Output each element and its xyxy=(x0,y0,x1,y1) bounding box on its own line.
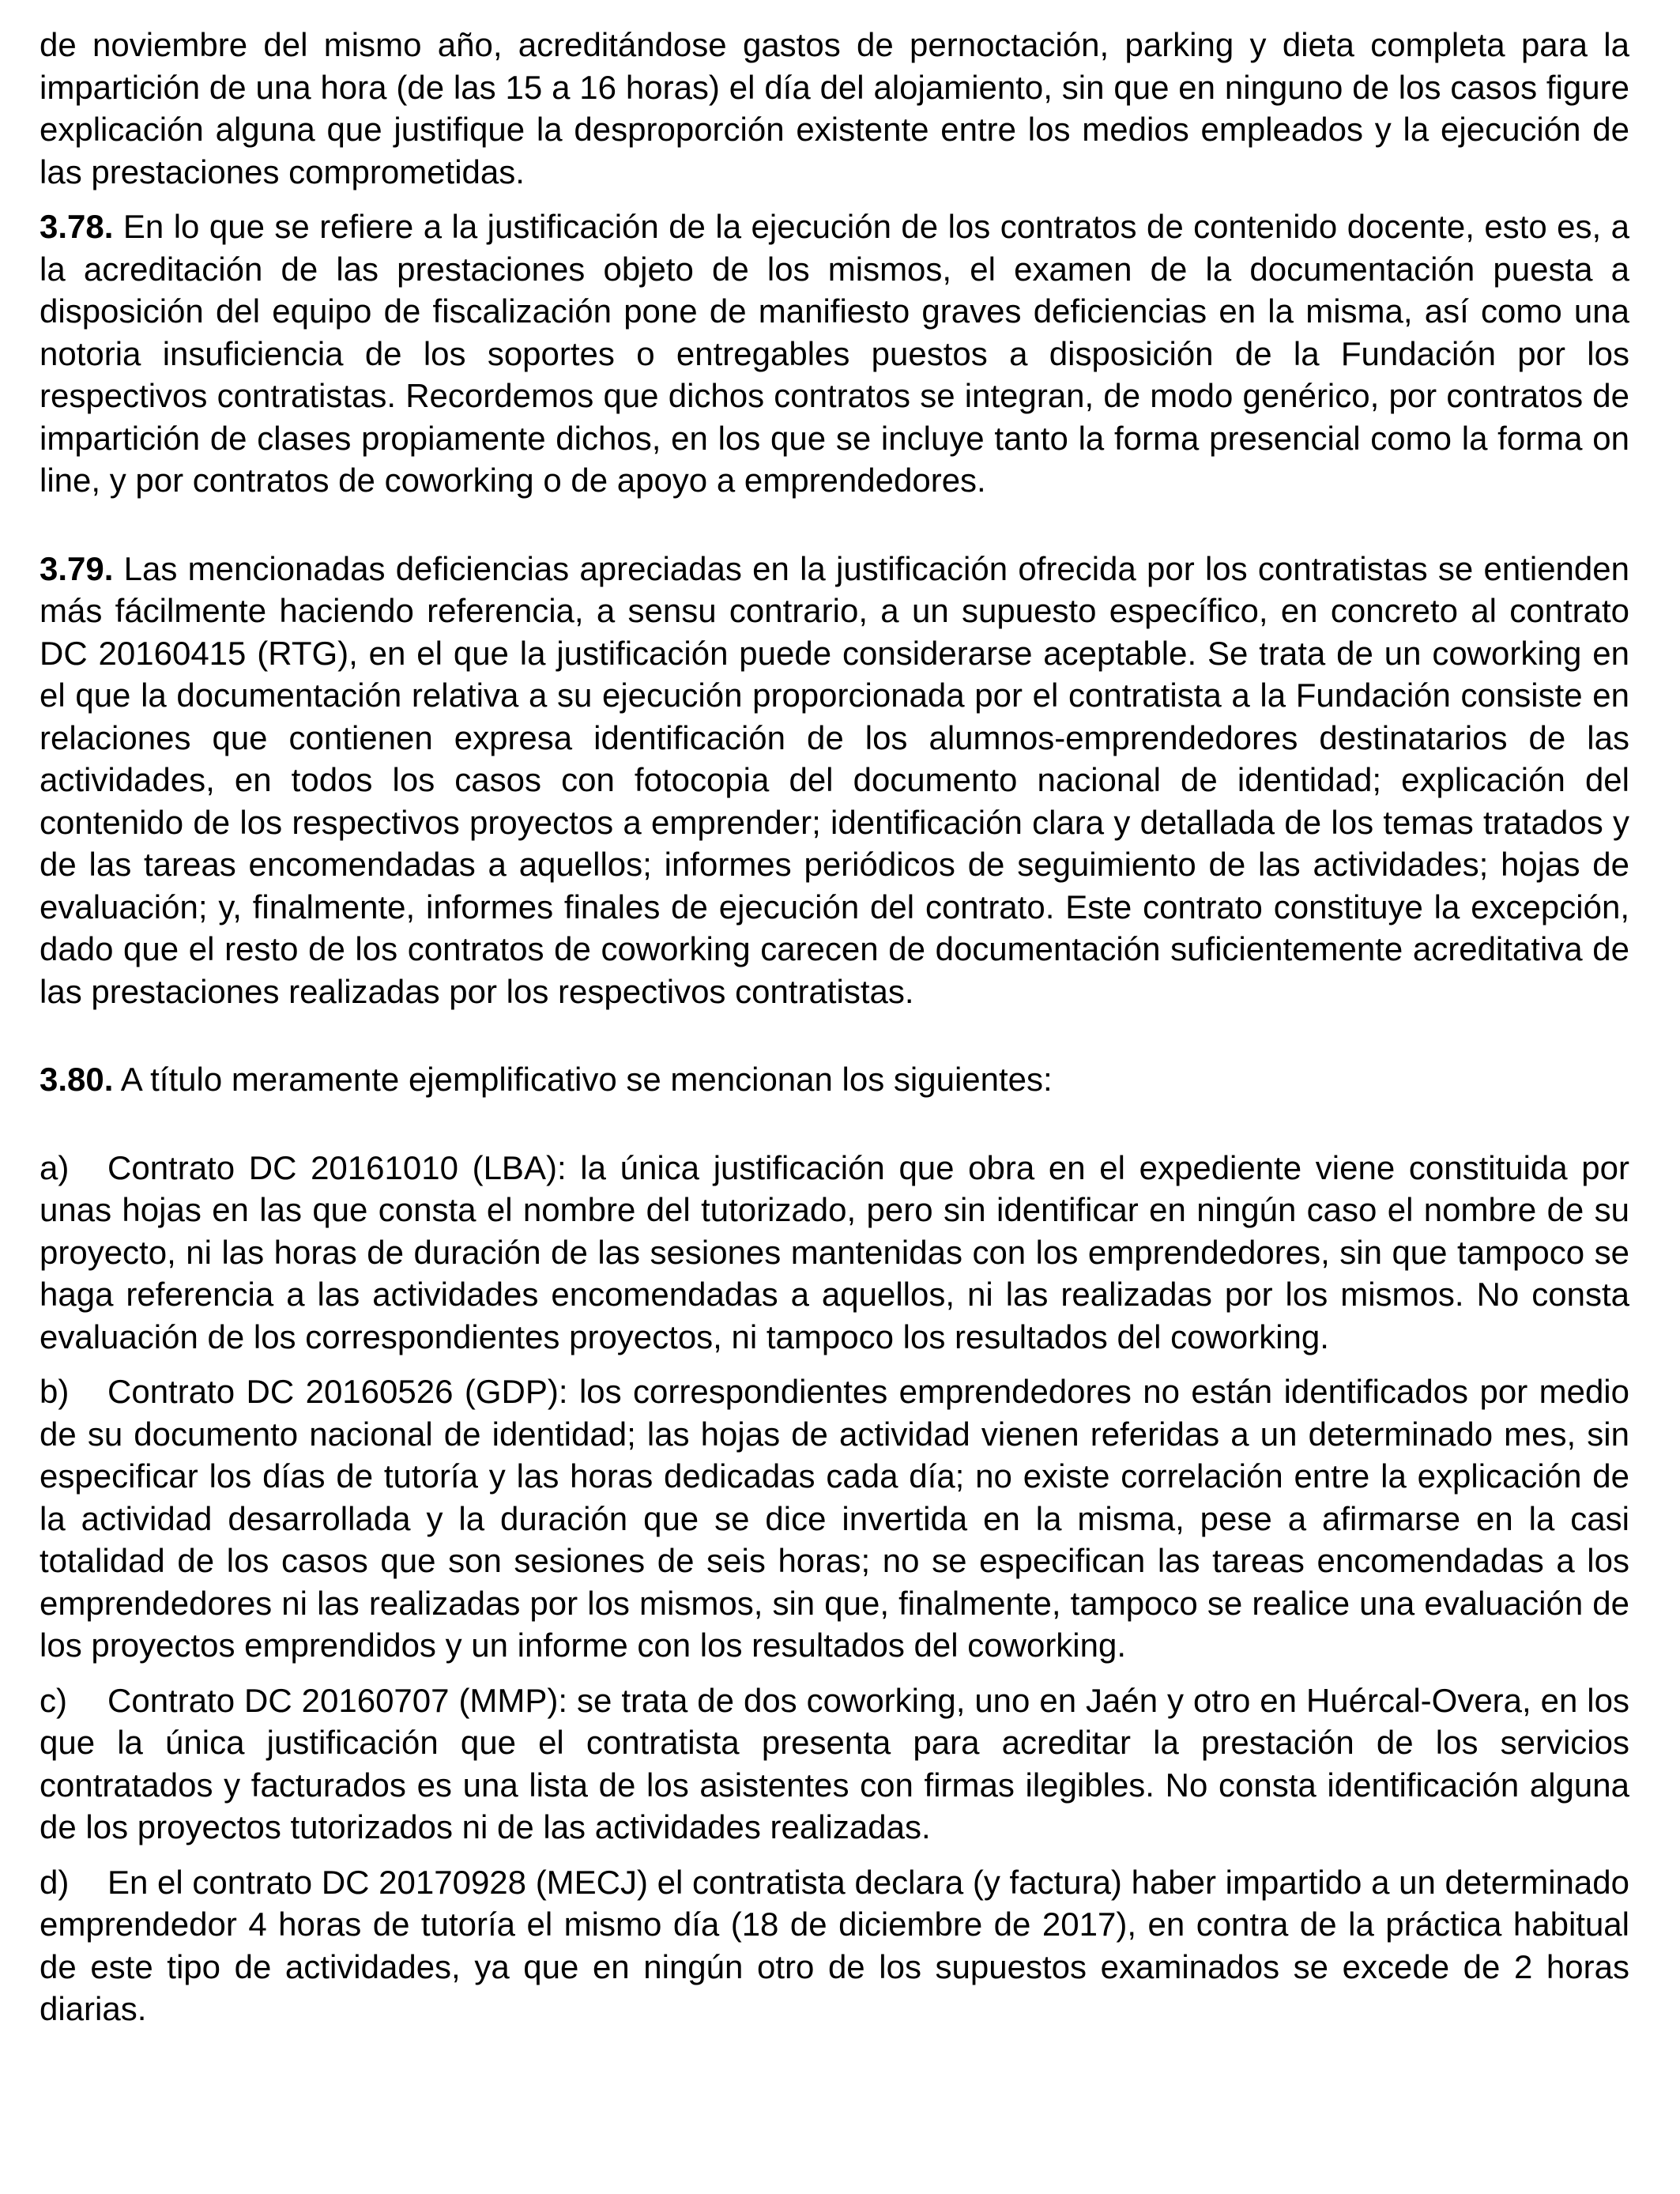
list-item-c xyxy=(40,1679,1629,1849)
paragraph-intro xyxy=(40,24,1629,193)
paragraph-text: A título meramente ejemplificativo se mencionan los siguientes: xyxy=(113,1061,1053,1098)
list-item-text: Contrato DC 20160526 (GDP): los correspondientes emprendedores no están identificados por medio de su documento nacional de identidad; las hojas de actividad vienen referidas a un determinado mes, sin especificar los días de tutoría y las horas dedicadas cada día; no existe correlación entre la explicación de la actividad desarrollada y la duración que se dice invertida en la misma, pese a afirmarse en la casi totalidad de los casos que son sesiones de seis horas; no se especifican las tareas encomendadas a los emprendedores ni las realizadas por los mismos, sin que, finalmente, tampoco se realice una evaluación de los proyectos emprendidos y un informe con los resultados del coworking. xyxy=(40,1373,1629,1664)
paragraph-3-79 xyxy=(40,548,1629,1013)
list-item-text: Contrato DC 20160707 (MMP): se trata de dos coworking, uno en Jaén y otro en Huércal-Overa, en los que la única justificación que el contratista presenta para acreditar la prestación de los servicios contratados y facturados es una lista de los asistentes con firmas ilegibles. No consta identificación alguna de los proyectos tutorizados ni de las actividades realizadas. xyxy=(40,1681,1629,1845)
paragraph-number: 3.79. xyxy=(40,549,114,587)
list-item-text: Contrato DC 20161010 (LBA): la única justificación que obra en el expediente viene constituida por unas hojas en las que consta el nombre del tutorizado, pero sin identificar en ningún caso el nombre de su proyecto, ni las horas de duración de las sesiones mantenidas con los emprendedores, sin que tampoco se haga referencia a las actividades encomendadas a aquellos, ni las realizadas por los mismos. No consta evaluación de los correspondientes proyectos, ni tampoco los resultados del coworking. xyxy=(40,1148,1629,1355)
list-item-label: b) xyxy=(40,1373,70,1410)
list-item-d xyxy=(40,1861,1629,2030)
paragraph-3-78 xyxy=(40,205,1629,502)
list-item-label: a) xyxy=(40,1148,70,1186)
list-item-b xyxy=(40,1370,1629,1667)
list-item-a xyxy=(40,1147,1629,1359)
document-page xyxy=(40,24,1629,2030)
paragraph-text: Las mencionadas deficiencias apreciadas en la justificación ofrecida por los contratistas se entienden más fácilmente haciendo referencia, a sensu contrario, a un supuesto específico, en concreto al contrato DC 20160415 (RTG), en el que la justificación puede considerarse aceptable. Se trata de un coworking en el que la documentación relativa a su ejecución proporcionada por el contratista a la Fundación consiste en relaciones que contienen expresa identificación de los alumnos-emprendedores destinatarios de las actividades, en todos los casos con fotocopia del documento nacional de identidad; explicación del contenido de los respectivos proyectos a emprender; identificación clara y detallada de los temas tratados y de las tareas encomendadas a aquellos; informes periódicos de seguimiento de las actividades; hojas de evaluación; y, finalmente, informes finales de ejecución del contrato. Este contrato constituye la excepción, dado que el resto de los contratos de coworking carecen de documentación suficientemente acreditativa de las prestaciones realizadas por los respectivos contratistas. xyxy=(40,549,1629,1010)
list-item-label: d) xyxy=(40,1863,70,1901)
paragraph-text: En lo que se refiere a la justificación de la ejecución de los contratos de contenido docente, esto es, a la acreditación de las prestaciones objeto de los mismos, el examen de la documentación puesta a disposición del equipo de fiscalización pone de manifiesto graves deficiencias en la misma, así como una notoria insuficiencia de los soportes o entregables puestos a disposición de la Fundación por los respectivos contratistas. Recordemos que dichos contratos se integran, de modo genérico, por contratos de impartición de clases propiamente dichos, en los que se incluye tanto la forma presencial como la forma on line, y por contratos de coworking o de apoyo a emprendedores. xyxy=(40,208,1629,499)
paragraph-number: 3.78. xyxy=(40,208,114,245)
list-item-label: c) xyxy=(40,1681,67,1719)
list-item-text: En el contrato DC 20170928 (MECJ) el contratista declara (y factura) haber impartido a un determinado emprendedor 4 horas de tutoría el mismo día (18 de diciembre de 2017), en contra de la práctica habitual de este tipo de actividades, ya que en ningún otro de los supuestos examinados se excede de 2 horas diarias. xyxy=(40,1863,1629,2027)
paragraph-3-80 xyxy=(40,1058,1629,1101)
paragraph-intro-text: de noviembre del mismo año, acreditándose gastos de pernoctación, parking y dieta completa para la impartición de una hora (de las 15 a 16 horas) el día del alojamiento, sin que en ninguno de los casos figure explicación alguna que justifique la desproporción existente entre los medios empleados y la ejecución de las prestaciones comprometidas. xyxy=(40,26,1629,190)
paragraph-number: 3.80. xyxy=(40,1061,114,1098)
